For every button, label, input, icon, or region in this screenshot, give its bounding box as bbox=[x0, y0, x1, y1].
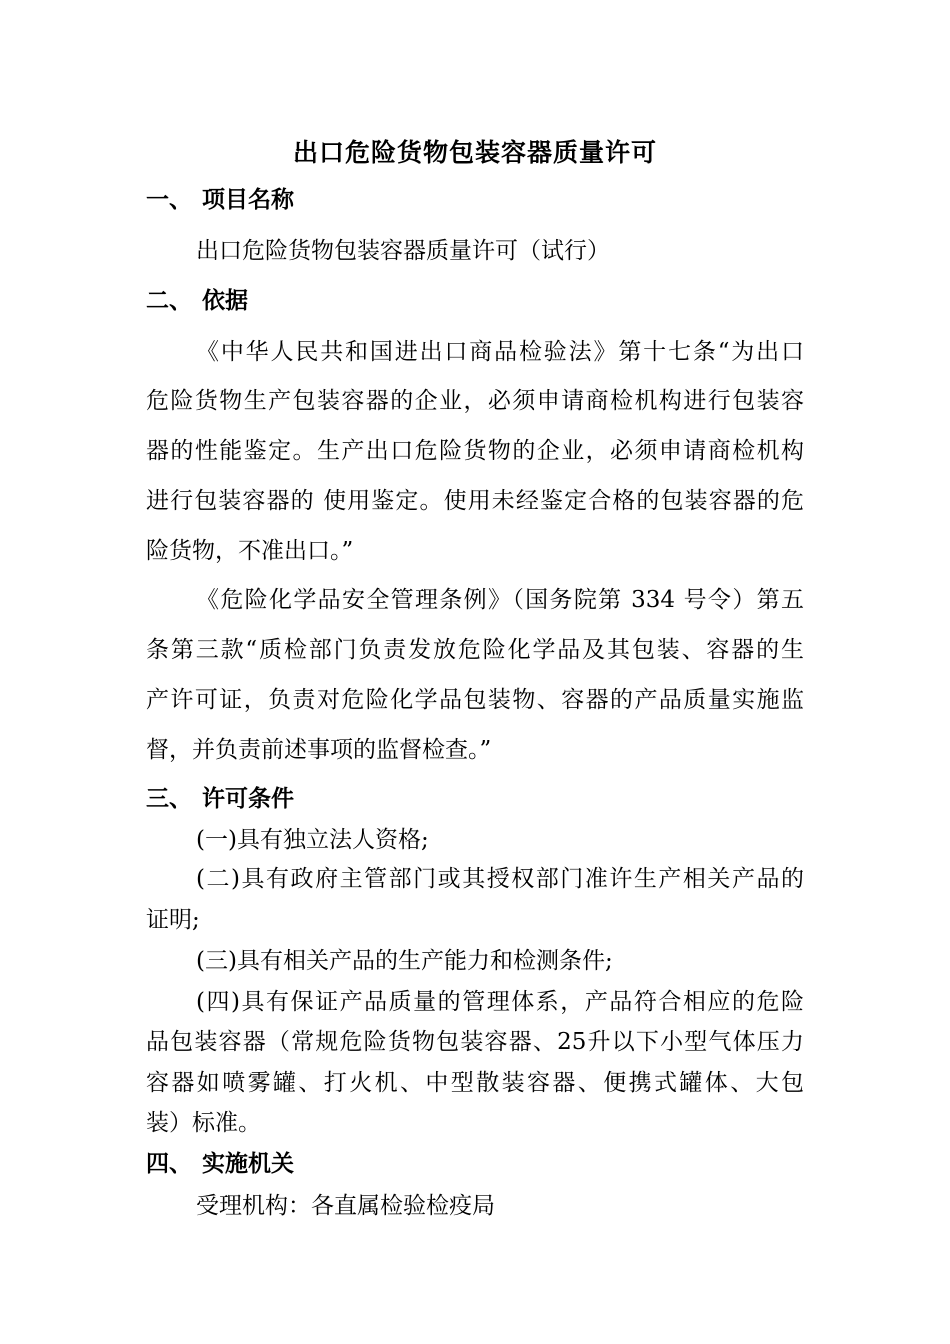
section-title: 许可条件 bbox=[202, 786, 294, 812]
basis-paragraph-line: 危险货物生产包装容器的企业，必须申请商检机构进行包装容 bbox=[146, 388, 804, 414]
document-title: 出口危险货物包装容器质量许可 bbox=[292, 138, 657, 167]
section-heading-authority bbox=[146, 1147, 294, 1181]
basis-paragraph-line: 进行包装容器的 使用鉴定。使用未经鉴定合格的包装容器的危 bbox=[146, 488, 804, 514]
section-number: 一、 bbox=[146, 187, 192, 213]
condition-item: (四)具有保证产品质量的管理体系，产品符合相应的危险 bbox=[196, 989, 804, 1015]
condition-item: 证明; bbox=[146, 907, 200, 933]
condition-item: 装）标准。 bbox=[146, 1110, 261, 1136]
section-title: 项目名称 bbox=[202, 187, 294, 213]
basis-paragraph-line: 条第三款“质检部门负责发放危险化学品及其包装、容器的生 bbox=[146, 637, 804, 663]
section-number: 四、 bbox=[146, 1151, 192, 1177]
condition-item: 容器如喷雾罐、打火机、中型散装容器、便携式罐体、大包 bbox=[146, 1070, 804, 1096]
condition-item: (二)具有政府主管部门或其授权部门准许生产相关产品的 bbox=[196, 866, 804, 892]
basis-paragraph-line: 器的性能鉴定。生产出口危险货物的企业，必须申请商检机构 bbox=[146, 438, 804, 464]
basis-paragraph-line: 《中华人民共和国进出口商品检验法》第十七条“为出口 bbox=[196, 339, 804, 365]
section-heading-project-name bbox=[146, 183, 294, 217]
condition-item: (三)具有相关产品的生产能力和检测条件; bbox=[196, 948, 613, 974]
condition-item: (一)具有独立法人资格; bbox=[196, 827, 429, 853]
section-title: 实施机关 bbox=[202, 1151, 294, 1177]
section-heading-conditions bbox=[146, 782, 294, 816]
condition-item: 品包装容器（常规危险货物包装容器、25升以下小型气体压力 bbox=[146, 1029, 804, 1055]
basis-paragraph-line: 督，并负责前述事项的监督检查。” bbox=[146, 737, 492, 763]
section-number: 三、 bbox=[146, 786, 192, 812]
basis-paragraph-line: 《危险化学品安全管理条例》（国务院第 334 号令）第五 bbox=[196, 587, 804, 613]
section-heading-basis bbox=[146, 284, 248, 318]
basis-paragraph-line: 险货物，不准出口。” bbox=[146, 538, 354, 564]
section-title: 依据 bbox=[202, 288, 248, 314]
authority-text: 受理机构：各直属检验检疫局 bbox=[196, 1193, 495, 1219]
basis-paragraph-line: 产许可证，负责对危险化学品包装物、容器的产品质量实施监 bbox=[146, 687, 804, 713]
project-name-text: 出口危险货物包装容器质量许可（试行） bbox=[196, 238, 610, 264]
section-number: 二、 bbox=[146, 288, 192, 314]
